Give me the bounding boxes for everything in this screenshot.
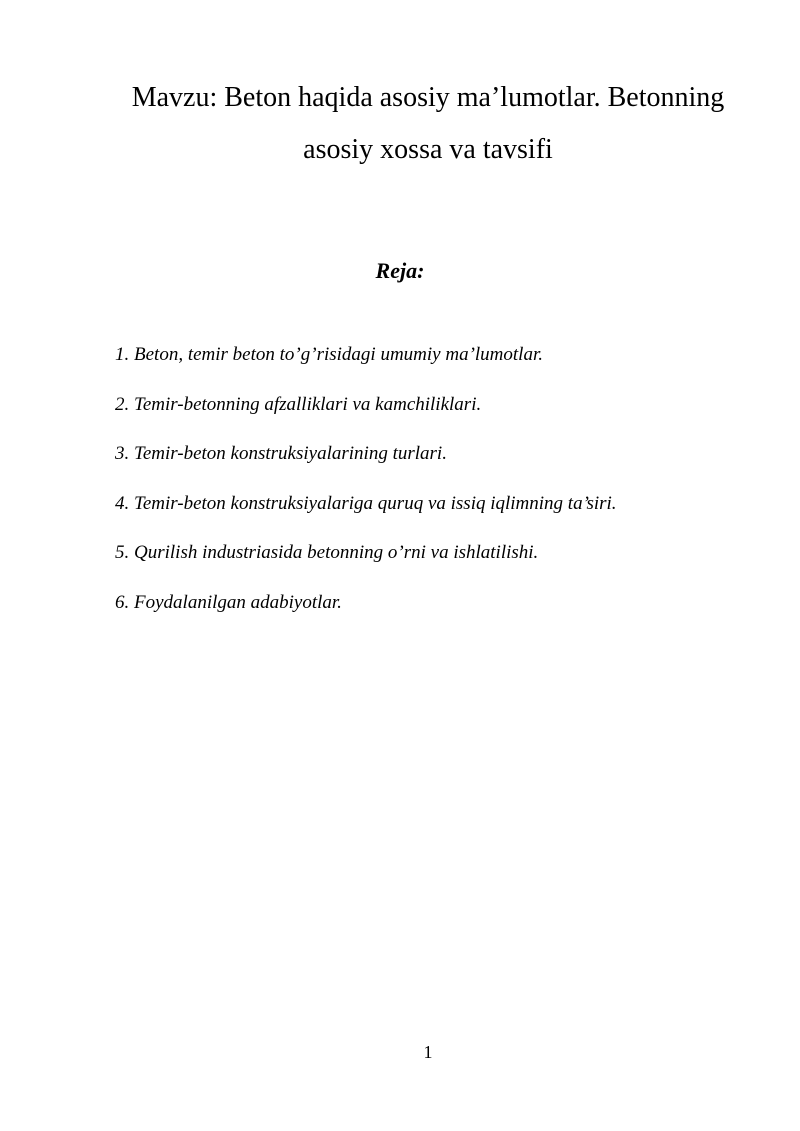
list-item-number: 2. bbox=[115, 393, 130, 415]
list-item-number: 4. bbox=[115, 492, 130, 514]
list-item-number: 6. bbox=[115, 591, 130, 613]
list-item bbox=[115, 489, 617, 539]
list-item-text: Qurilish industriasida betonning o’rni va ishlatilishi. bbox=[134, 542, 539, 564]
list-item-text: Foydalanilgan adabiyotlar. bbox=[134, 591, 342, 613]
list-item bbox=[115, 439, 617, 489]
title-line-1: Mavzu: Beton haqida asosiy ma’lumotlar. Betonning bbox=[131, 82, 725, 113]
plan-list bbox=[115, 340, 617, 638]
list-item-number: 5. bbox=[115, 542, 130, 564]
list-item-text: Temir-beton konstruksiyalarining turlari. bbox=[134, 443, 447, 465]
page-number: 1 bbox=[423, 1042, 433, 1062]
list-item bbox=[115, 390, 617, 440]
list-item bbox=[115, 538, 617, 588]
list-item-number: 1. bbox=[115, 344, 130, 365]
list-item-text: Beton, temir beton to’g’risidagi umumiy ma’lumotlar. bbox=[134, 344, 543, 365]
list-item-text: Temir-beton konstruksiyalariga quruq va issiq iqlimning ta’siri. bbox=[134, 492, 617, 514]
page-title bbox=[100, 72, 756, 176]
plan-heading: Reja: bbox=[375, 258, 425, 283]
list-item bbox=[115, 588, 617, 638]
list-item-text: Temir-betonning afzalliklari va kamchiliklari. bbox=[134, 393, 482, 415]
list-item bbox=[115, 340, 617, 390]
list-item-number: 3. bbox=[115, 443, 130, 465]
title-line-2: asosiy xossa va tavsifi bbox=[303, 134, 553, 165]
